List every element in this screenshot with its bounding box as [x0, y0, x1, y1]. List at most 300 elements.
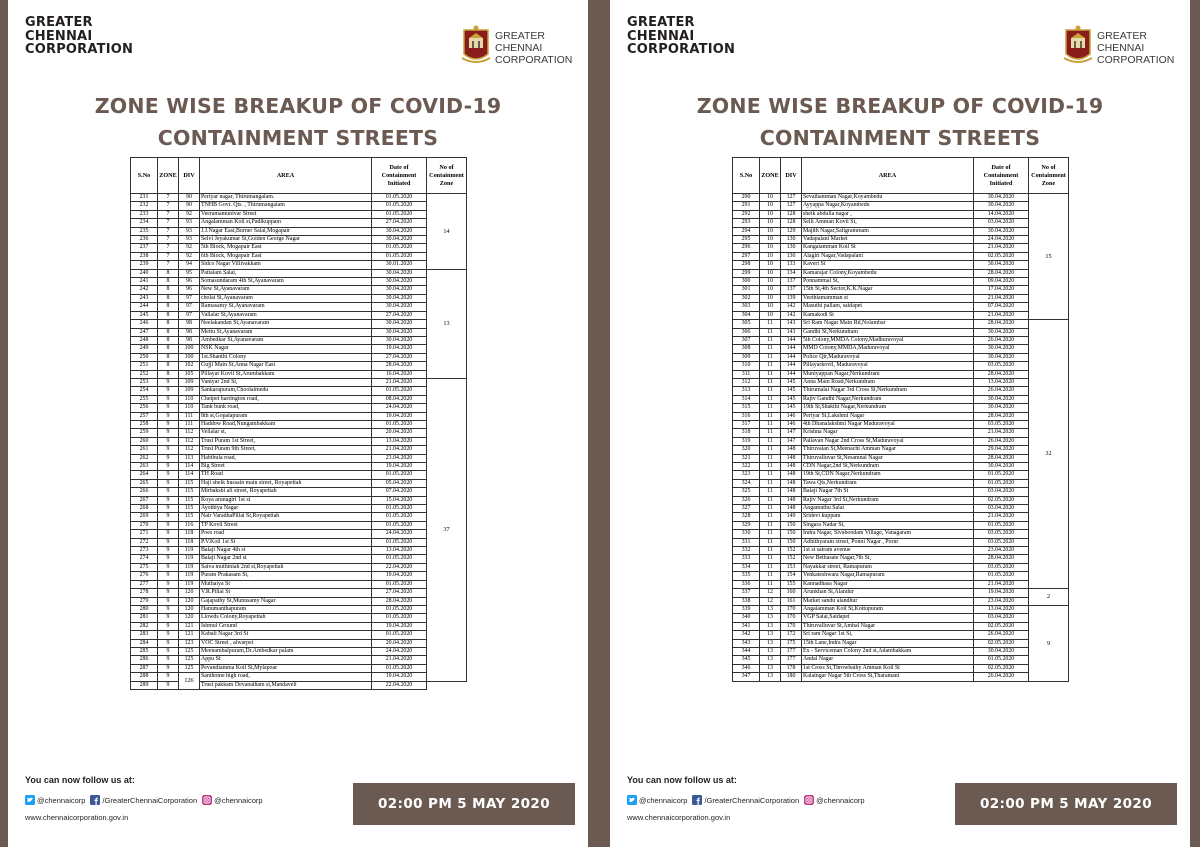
row-zone: 12 — [760, 597, 781, 605]
table-row — [733, 505, 1069, 513]
row-sno: 290 — [733, 194, 760, 202]
row-zone: 9 — [158, 471, 179, 479]
table-row — [131, 580, 467, 588]
row-zone: 8 — [158, 328, 179, 336]
row-zone: 10 — [760, 194, 781, 202]
table-row — [131, 378, 467, 386]
row-area: Poes road — [200, 530, 372, 538]
row-date: 03.04.2020 — [974, 219, 1029, 227]
row-date: 01.05.2020 — [372, 194, 427, 202]
table-row — [131, 328, 467, 336]
table-row — [733, 412, 1069, 420]
row-zone: 11 — [760, 572, 781, 580]
row-date: 28.04.2020 — [974, 454, 1029, 462]
table-row — [733, 395, 1069, 403]
row-sno: 298 — [733, 261, 760, 269]
row-area: Ex - Serviceman Colony 2nd st,Adambakkam — [802, 647, 974, 655]
row-sno: 242 — [131, 286, 158, 294]
row-area: Angalamman Koil st,Padikuppam — [200, 219, 372, 227]
row-div: 115 — [179, 496, 200, 504]
table-row — [733, 236, 1069, 244]
instagram-link[interactable]: @chennaicorp — [202, 795, 262, 805]
row-div: 119 — [179, 547, 200, 555]
table-row — [131, 261, 467, 269]
row-area: Mettu St,Ayanavaram — [200, 328, 372, 336]
row-area: TNHB Govt. Qts. , Thirumangalam — [200, 202, 372, 210]
row-sno: 327 — [733, 505, 760, 513]
row-zone: 11 — [760, 395, 781, 403]
row-zone: 11 — [760, 463, 781, 471]
row-div: 180 — [781, 673, 802, 681]
table-row — [733, 362, 1069, 370]
row-sno: 234 — [131, 219, 158, 227]
row-area: 4th Dhanalakshmi Nagar Maduravoyal — [802, 420, 974, 428]
table-row — [131, 219, 467, 227]
table-row — [131, 631, 467, 639]
twitter-link[interactable]: @chennaicorp — [627, 795, 687, 805]
row-date: 30.04.2020 — [372, 336, 427, 344]
table-row — [733, 244, 1069, 252]
row-sno: 307 — [733, 336, 760, 344]
row-div: 115 — [179, 505, 200, 513]
row-zone: 8 — [158, 353, 179, 361]
row-div: 97 — [179, 303, 200, 311]
table-row — [733, 311, 1069, 319]
row-area: sheik abdulla nagar , — [802, 210, 974, 218]
row-zone: 13 — [760, 605, 781, 613]
row-date: 30.04.2020 — [974, 647, 1029, 655]
row-sno: 345 — [733, 656, 760, 664]
table-row — [733, 278, 1069, 286]
row-zone: 10 — [760, 236, 781, 244]
row-zone: 10 — [760, 278, 781, 286]
row-zone: 11 — [760, 446, 781, 454]
row-area: Indra Nagar, Sivaboodam Village, Vanagaram — [802, 530, 974, 538]
row-div: 109 — [179, 378, 200, 386]
row-area: Veeramamunivar Street — [200, 210, 372, 218]
table-row — [733, 647, 1069, 655]
row-sno: 334 — [733, 563, 760, 571]
table-row — [733, 320, 1069, 328]
row-div: 148 — [781, 488, 802, 496]
row-div: 175 — [781, 639, 802, 647]
row-zone: 13 — [760, 673, 781, 681]
row-div: 128 — [781, 219, 802, 227]
row-area: Rajiv Nagar 3rd St,Nerkundram — [802, 496, 974, 504]
row-date: 21.04.2020 — [974, 311, 1029, 319]
row-sno: 294 — [733, 227, 760, 235]
table-row — [131, 614, 467, 622]
row-area: 15th St,4th Sector,K.K.Nagar — [802, 286, 974, 294]
row-date: 01.05.2020 — [974, 656, 1029, 664]
row-zone: 9 — [158, 589, 179, 597]
row-div: 92 — [179, 244, 200, 252]
row-date: 19.04.2020 — [372, 572, 427, 580]
table-row — [131, 605, 467, 613]
row-zone: 11 — [760, 437, 781, 445]
row-date: 30.04.2020 — [974, 345, 1029, 353]
row-zone: 13 — [760, 614, 781, 622]
row-zone: 9 — [158, 538, 179, 546]
row-zone: 8 — [158, 294, 179, 302]
table-row — [733, 336, 1069, 344]
row-area: Appu St — [200, 656, 372, 664]
row-zone: 9 — [158, 437, 179, 445]
row-sno: 319 — [733, 437, 760, 445]
row-sno: 325 — [733, 488, 760, 496]
row-zone: 8 — [158, 345, 179, 353]
row-div: 95 — [179, 269, 200, 277]
row-sno: 315 — [733, 404, 760, 412]
row-zone: 13 — [760, 639, 781, 647]
table-row — [733, 353, 1069, 361]
row-area: Chetpet harrington road, — [200, 395, 372, 403]
table-row — [733, 496, 1069, 504]
row-sno: 337 — [733, 589, 760, 597]
row-date: 01.05.2020 — [974, 521, 1029, 529]
row-div: 102 — [179, 362, 200, 370]
table-row — [733, 614, 1069, 622]
corporation-logo: GREATER CHENNAI CORPORATION — [460, 24, 580, 64]
table-row — [733, 538, 1069, 546]
table-row — [131, 320, 467, 328]
row-zone: 9 — [158, 631, 179, 639]
row-date: 30.04.2020 — [974, 353, 1029, 361]
table-row — [131, 429, 467, 437]
instagram-icon — [202, 795, 212, 805]
row-date: 19.04.2020 — [372, 345, 427, 353]
row-area: Kaveri St — [802, 261, 974, 269]
row-div: 144 — [781, 345, 802, 353]
row-date: 26.04.2020 — [974, 387, 1029, 395]
row-area: Balaji Nagar 7th St — [802, 488, 974, 496]
row-area: cholai St,Ayanavaram — [200, 294, 372, 302]
row-area: Big Street — [200, 463, 372, 471]
website-link[interactable]: www.chennaicorporation.gov.in — [25, 813, 129, 822]
row-zone: 13 — [760, 656, 781, 664]
table-row — [733, 521, 1069, 529]
row-date: 16.04.2020 — [372, 370, 427, 378]
table-row — [131, 278, 467, 286]
row-zone: 9 — [158, 496, 179, 504]
table-row — [733, 463, 1069, 471]
row-date: 02.05.2020 — [974, 252, 1029, 260]
row-div: 152 — [781, 555, 802, 563]
row-zone: 9 — [158, 429, 179, 437]
row-date: 27.04.2020 — [372, 353, 427, 361]
facebook-link[interactable]: /GreaterChennaiCorporation — [692, 795, 799, 805]
row-sno: 316 — [733, 412, 760, 420]
row-div: 92 — [179, 210, 200, 218]
row-zone: 9 — [158, 647, 179, 655]
row-date: 01.05.2020 — [372, 252, 427, 260]
row-div: 129 — [781, 227, 802, 235]
row-div: 172 — [781, 631, 802, 639]
row-div: 154 — [781, 572, 802, 580]
row-sno: 318 — [733, 429, 760, 437]
row-date: 21.04.2020 — [372, 446, 427, 454]
row-area: Haddow Road,Nungambakkam — [200, 420, 372, 428]
row-zone: 7 — [158, 244, 179, 252]
row-date: 19.04.2020 — [372, 622, 427, 630]
row-date: 28.04.2020 — [372, 597, 427, 605]
row-area: 6th Block, Mogapair East — [200, 252, 372, 260]
row-div: 118 — [179, 530, 200, 538]
row-zone: 9 — [158, 605, 179, 613]
row-date: 30.04.2020 — [974, 328, 1029, 336]
row-div: 130 — [781, 236, 802, 244]
row-date: 28.04.2020 — [974, 320, 1029, 328]
table-row — [131, 538, 467, 546]
row-area: Thiruvalan St,Meenachi Amman Nagar — [802, 446, 974, 454]
row-sno: 236 — [131, 236, 158, 244]
row-date: 21.04.2020 — [974, 244, 1029, 252]
row-div: 143 — [781, 328, 802, 336]
row-zone: 11 — [760, 404, 781, 412]
row-date: 30.04.2020 — [974, 194, 1029, 202]
row-date: 30.04.2020 — [372, 294, 427, 302]
row-date: 30.04.2020 — [372, 320, 427, 328]
row-sno: 310 — [733, 362, 760, 370]
row-sno: 233 — [131, 210, 158, 218]
row-div: 146 — [781, 412, 802, 420]
row-area: 1st Cross St,Throwbathy Amman Koil St — [802, 664, 974, 672]
row-sno: 248 — [131, 336, 158, 344]
row-date: 24.04.2020 — [974, 236, 1029, 244]
table-row — [733, 194, 1069, 202]
row-sno: 239 — [131, 261, 158, 269]
table-row — [733, 572, 1069, 580]
header-zone: ZONE — [158, 158, 179, 194]
table-row — [733, 454, 1069, 462]
row-zone: 11 — [760, 454, 781, 462]
table-row — [131, 530, 467, 538]
row-area: Sidco Nagar Villivakkam — [200, 261, 372, 269]
row-area: Tawa Qts,Nerkundram — [802, 479, 974, 487]
row-sno: 249 — [131, 345, 158, 353]
table-row — [131, 210, 467, 218]
row-sno: 273 — [131, 547, 158, 555]
table-row — [733, 378, 1069, 386]
row-sno: 296 — [733, 244, 760, 252]
table-row — [733, 345, 1069, 353]
row-date: 28.04.2020 — [974, 370, 1029, 378]
row-area: Singara Nadar St, — [802, 521, 974, 529]
row-div: 120 — [179, 605, 200, 613]
row-div: 177 — [781, 656, 802, 664]
row-zone: 7 — [158, 219, 179, 227]
row-area: VGP Salai,Saidapet — [802, 614, 974, 622]
row-zone: 10 — [760, 219, 781, 227]
row-area: Gandhi St,Nerkundram — [802, 328, 974, 336]
table-row — [131, 496, 467, 504]
row-date: 01.05.2020 — [372, 521, 427, 529]
table-row — [733, 664, 1069, 672]
table-row — [733, 580, 1069, 588]
row-sno: 279 — [131, 597, 158, 605]
row-zone: 11 — [760, 580, 781, 588]
header-sno: S.No — [733, 158, 760, 194]
row-div: 170 — [781, 622, 802, 630]
row-date: 30.04.2020 — [974, 227, 1029, 235]
header-div: DIV — [179, 158, 200, 194]
row-zone: 8 — [158, 336, 179, 344]
row-div: 110 — [179, 395, 200, 403]
row-sno: 287 — [131, 664, 158, 672]
row-div: 105 — [179, 370, 200, 378]
row-div: 178 — [781, 664, 802, 672]
row-area: Sri Ram Nagar Main Rd,Nolambar — [802, 320, 974, 328]
row-area: CDN Nagar,2nd St,Nerkundram — [802, 463, 974, 471]
row-zone: 11 — [760, 320, 781, 328]
row-div: 170 — [781, 605, 802, 613]
row-sno: 339 — [733, 605, 760, 613]
row-div: 144 — [781, 353, 802, 361]
row-sno: 272 — [131, 538, 158, 546]
row-div: 115 — [179, 479, 200, 487]
table-row — [733, 479, 1069, 487]
row-area: VOC Street , alwarpet — [200, 639, 372, 647]
row-date: 03.04.2020 — [974, 488, 1029, 496]
row-div: 98 — [179, 320, 200, 328]
row-area: Arunkhan St,Alandur — [802, 589, 974, 597]
row-area: TH Road — [200, 471, 372, 479]
row-area: Vaniyar 2nd St, — [200, 378, 372, 386]
table-row — [131, 227, 467, 235]
row-date: 02.05.2020 — [974, 496, 1029, 504]
row-zone: 10 — [760, 210, 781, 218]
table-row — [131, 521, 467, 529]
row-area: Thirumalai Nagar 3rd Cross St,Nerkundram — [802, 387, 974, 395]
row-div: 118 — [179, 538, 200, 546]
row-sno: 241 — [131, 278, 158, 286]
row-date: 01.05.2020 — [372, 471, 427, 479]
table-row — [131, 647, 467, 655]
row-area: Mirbakshi ali street, Royapettah — [200, 488, 372, 496]
row-sno: 347 — [733, 673, 760, 681]
row-sno: 306 — [733, 328, 760, 336]
row-sno: 266 — [131, 488, 158, 496]
row-date: 01.05.2020 — [372, 664, 427, 672]
row-date: 24.04.2020 — [372, 404, 427, 412]
table-row — [733, 605, 1069, 613]
row-area: Koya arunagiri 1st st — [200, 496, 372, 504]
row-date: 05.04.2020 — [372, 479, 427, 487]
row-sno: 231 — [131, 194, 158, 202]
website-link[interactable]: www.chennaicorporation.gov.in — [627, 813, 731, 822]
row-area: Somasundaram 4th St,Ayanavaram — [200, 278, 372, 286]
row-sno: 343 — [733, 639, 760, 647]
row-div: 109 — [179, 387, 200, 395]
emblem-icon — [460, 24, 492, 64]
row-sno: 257 — [131, 412, 158, 420]
row-sno: 247 — [131, 328, 158, 336]
row-sno: 304 — [733, 311, 760, 319]
table-row — [733, 631, 1069, 639]
row-div: 123 — [179, 639, 200, 647]
row-zone: 11 — [760, 563, 781, 571]
table-row — [131, 513, 467, 521]
row-sno: 283 — [131, 631, 158, 639]
table-row — [733, 387, 1069, 395]
table-row — [131, 471, 467, 479]
table-row — [131, 547, 467, 555]
row-date: 17.04.2020 — [974, 286, 1029, 294]
row-div: 115 — [179, 513, 200, 521]
row-zone: 11 — [760, 353, 781, 361]
row-zone: 10 — [760, 202, 781, 210]
row-div: 100 — [179, 345, 200, 353]
row-zone: 9 — [158, 563, 179, 571]
table-row — [131, 370, 467, 378]
table-row — [733, 269, 1069, 277]
row-div: 125 — [179, 647, 200, 655]
row-zone: 11 — [760, 362, 781, 370]
row-sno: 244 — [131, 303, 158, 311]
row-date: 01.05.2020 — [974, 471, 1029, 479]
row-date: 03.05.2020 — [974, 563, 1029, 571]
row-div: 110 — [179, 404, 200, 412]
row-date: 30.04.2020 — [372, 286, 427, 294]
twitter-link[interactable]: @chennaicorp — [25, 795, 85, 805]
row-date: 30.04.2020 — [372, 278, 427, 286]
row-sno: 330 — [733, 530, 760, 538]
table-row — [733, 429, 1069, 437]
row-sno: 284 — [131, 639, 158, 647]
row-zone: 9 — [158, 463, 179, 471]
row-zone: 11 — [760, 555, 781, 563]
row-area: Balaji Nagar 2nd st — [200, 555, 372, 563]
table-row — [733, 488, 1069, 496]
row-sno: 305 — [733, 320, 760, 328]
row-sno: 332 — [733, 547, 760, 555]
row-zone: 8 — [158, 370, 179, 378]
row-date: 03.05.2020 — [974, 420, 1029, 428]
row-date: 13.04.2020 — [372, 437, 427, 445]
row-zone: 9 — [158, 454, 179, 462]
row-area: 15th Lane,Indra Nagar — [802, 639, 974, 647]
row-zone: 10 — [760, 269, 781, 277]
table-row — [733, 303, 1069, 311]
row-div: 148 — [781, 463, 802, 471]
header-date: Date of Containment Initiated — [974, 158, 1029, 194]
row-area: Puram Prakasam St, — [200, 572, 372, 580]
row-area: Ishmul Ground — [200, 622, 372, 630]
row-div: 114 — [179, 463, 200, 471]
row-sno: 289 — [131, 681, 158, 689]
facebook-link[interactable]: /GreaterChennaiCorporation — [90, 795, 197, 805]
row-area: Habibula road, — [200, 454, 372, 462]
table-row — [131, 488, 467, 496]
row-area: Anna Main Road,Nerkundram — [802, 378, 974, 386]
table-row — [733, 471, 1069, 479]
table-row — [733, 420, 1069, 428]
row-area: Kangaiamman Koil St — [802, 244, 974, 252]
row-area: Sankarapuram,Choolaimedu — [200, 387, 372, 395]
row-date: 01.05.2020 — [372, 631, 427, 639]
row-date: 30.04.2020 — [372, 227, 427, 235]
table-row — [131, 404, 467, 412]
row-date: 01.05.2020 — [372, 210, 427, 218]
row-zone: 9 — [158, 622, 179, 630]
instagram-link[interactable]: @chennaicorp — [804, 795, 864, 805]
table-row — [131, 446, 467, 454]
row-area: Selli Amman Kovil St, — [802, 219, 974, 227]
row-zone: 9 — [158, 547, 179, 555]
row-div: 142 — [781, 311, 802, 319]
row-area: Trust Puram 1st Street, — [200, 437, 372, 445]
row-area: NSK Nagar — [200, 345, 372, 353]
